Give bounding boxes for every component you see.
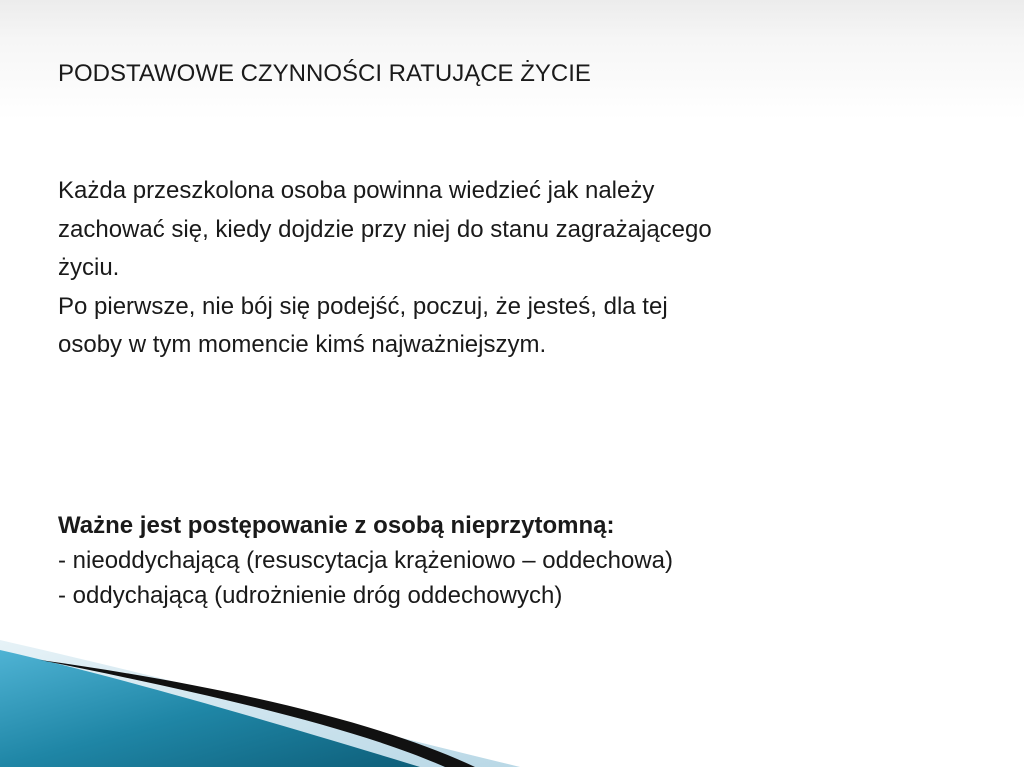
paragraph-line: Każda przeszkolona osoba powinna wiedzieć jak należy: [58, 177, 655, 204]
list-item: - nieoddychającą (resuscytacja krążeniowo – oddechowa): [58, 547, 673, 574]
blue-swoosh: [0, 650, 420, 767]
paragraph-line: osoby w tym momencie kimś najważniejszym.: [58, 331, 547, 358]
dark-swoosh: [40, 660, 475, 767]
list-item: - oddychającą (udrożnienie dróg oddechowych): [58, 582, 563, 609]
slide-title: PODSTAWOWE CZYNNOŚCI RATUJĄCE ŻYCIE: [58, 60, 591, 87]
list-heading: Ważne jest postępowanie z osobą nieprzytomną:: [58, 512, 615, 539]
unconscious-person-list: [58, 508, 958, 613]
pale-swoosh: [0, 640, 520, 767]
paragraph-line: zachować się, kiedy dojdzie przy niej do stanu zagrażającego: [58, 215, 712, 243]
paragraph-line: życiu.: [58, 254, 120, 281]
paragraph-line: Po pierwsze, nie bój się podejść, poczuj, że jesteś, dla tej: [58, 292, 668, 320]
intro-paragraph: [58, 172, 958, 365]
